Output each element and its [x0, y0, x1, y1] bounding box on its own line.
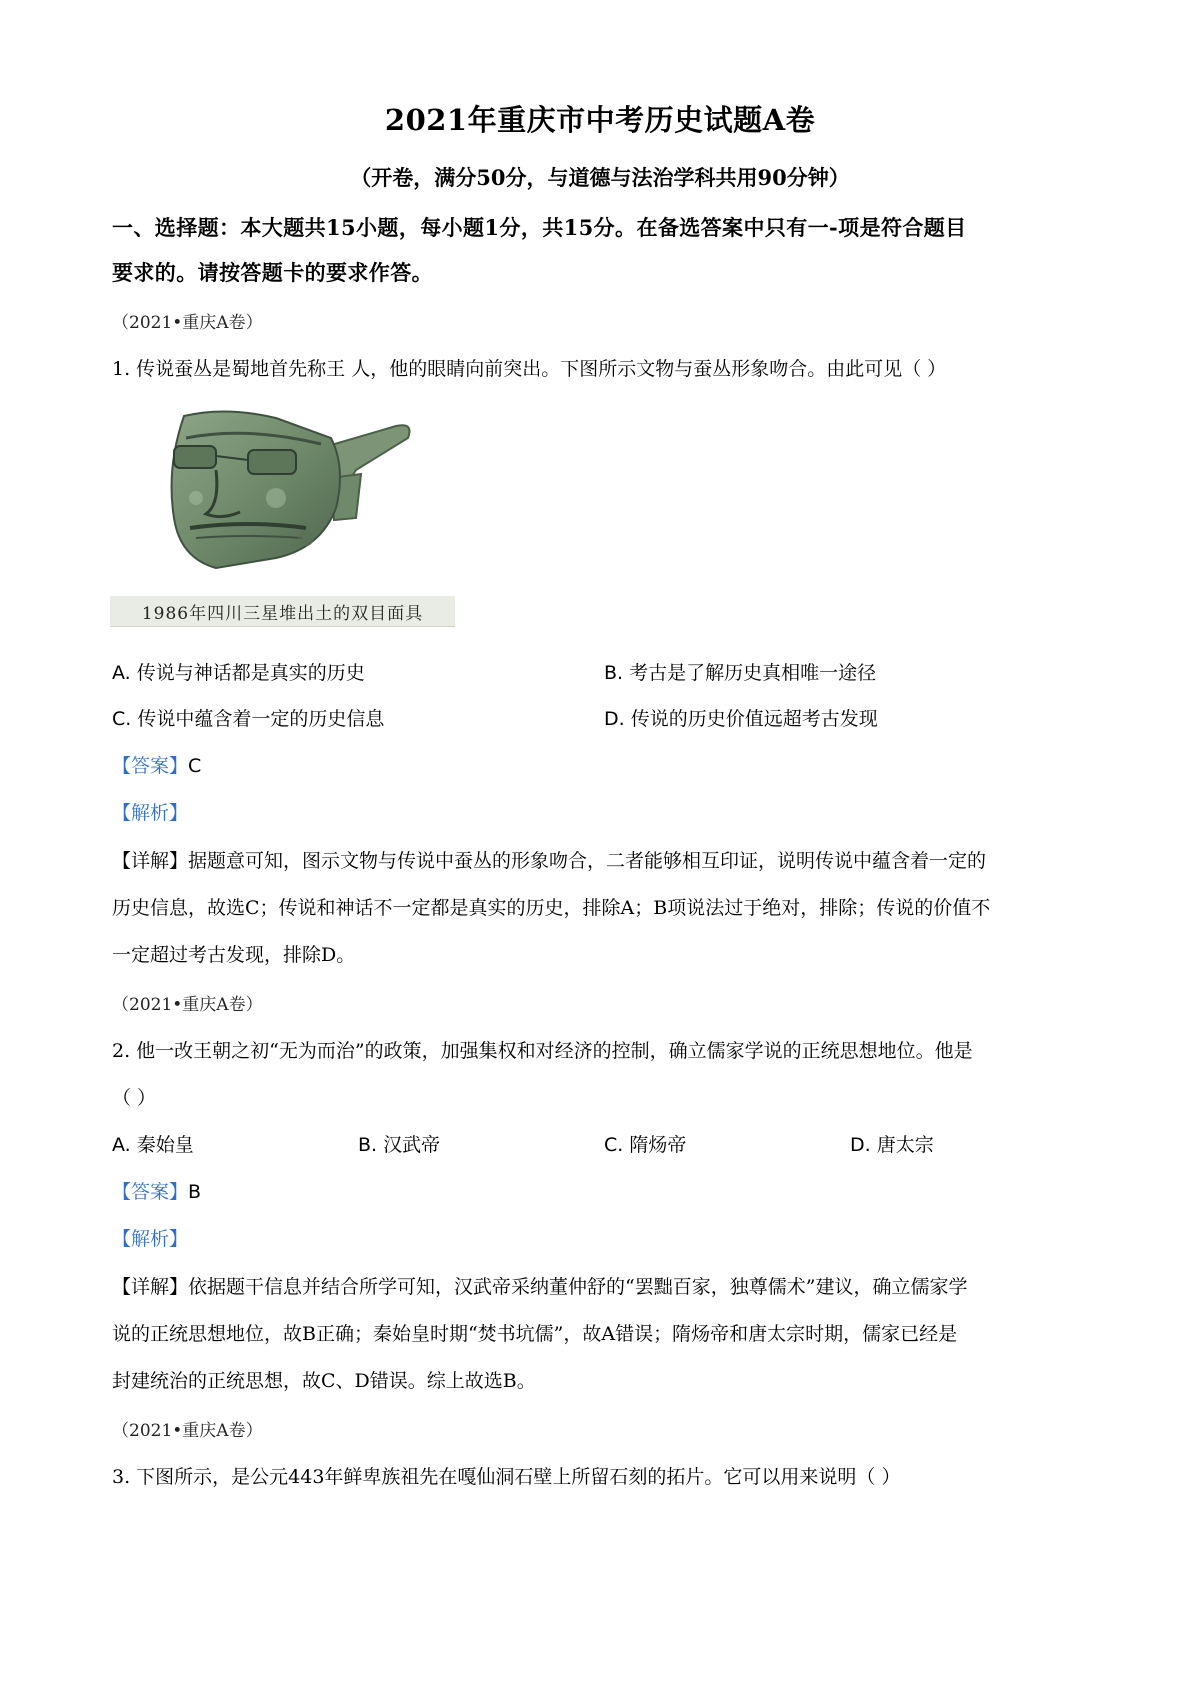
bronze-mask-illustration: [156, 408, 418, 574]
q2-source: （2021•重庆A卷）: [112, 995, 263, 1015]
q2-stem-line2: （ ）: [112, 1087, 157, 1109]
q1-detail-line1: [112, 846, 986, 873]
q1-option-b: B. 考古是了解历史真相唯一途径: [604, 662, 877, 684]
q1-source: （2021•重庆A卷）: [112, 313, 263, 333]
q2-option-c: C. 隋炀帝: [604, 1134, 687, 1156]
q2-analysis-tag: 【解析】: [112, 1228, 189, 1250]
q2-option-a: A. 秦始皇: [112, 1134, 194, 1156]
image-caption: 1986年四川三星堆出土的双目面具: [110, 596, 455, 627]
answer-tag: 【答案】: [112, 1181, 189, 1203]
q3-source: （2021•重庆A卷）: [112, 1421, 263, 1441]
q1-option-d: D. 传说的历史价值远超考古发现: [604, 708, 878, 730]
q1-detail-line3: 一定超过考古发现，排除D。: [112, 944, 356, 966]
q2-option-d: D. 唐太宗: [850, 1134, 934, 1156]
page-title: 2021年重庆市中考历史试题A卷: [384, 103, 816, 137]
q2-detail-line3: 封建统治的正统思想，故C、D错误。综上故选B。: [112, 1370, 536, 1392]
answer-value: B: [188, 1181, 202, 1203]
q2-detail-line1: [112, 1272, 967, 1299]
detail-tag: 【详解】: [112, 850, 189, 872]
detail-text: 据题意可知，图示文物与传说中蚕丛的形象吻合，二者能够相互印证，说明传说中蕴含着一定的: [188, 850, 987, 872]
section-heading-line1: 一、选择题：本大题共15小题，每小题1分，共15分。在备选答案中只有一-项是符合题目: [112, 215, 967, 240]
q2-stem-line1: 2. 他一改王朝之初“无为而治”的政策，加强集权和对经济的控制，确立儒家学说的正统思想地位。他是: [112, 1040, 973, 1062]
q2-detail-line2: 说的正统思想地位，故B正确；秦始皇时期“焚书坑儒”，故A错误；隋炀帝和唐太宗时期，儒家已经是: [112, 1323, 958, 1345]
q1-option-a: A. 传说与神话都是真实的历史: [112, 662, 365, 684]
answer-value: C: [188, 755, 202, 777]
q1-answer-line: [112, 751, 201, 778]
q3-stem: 3. 下图所示，是公元443年鲜卑族祖先在嘎仙洞石壁上所留石刻的拓片。它可以用来说明（ ）: [112, 1466, 901, 1488]
section-heading-line2: 要求的。请按答题卡的要求作答。: [112, 260, 433, 285]
q1-analysis-tag: 【解析】: [112, 802, 189, 824]
answer-tag: 【答案】: [112, 755, 189, 777]
q1-option-c: C. 传说中蕴含着一定的历史信息: [112, 708, 385, 730]
page-subtitle: （开卷，满分50分，与道德与法治学科共用90分钟）: [350, 165, 850, 190]
q2-answer-line: [112, 1177, 201, 1204]
q1-stem: 1. 传说蚕丛是蜀地首先称王 人，他的眼睛向前突出。下图所示文物与蚕丛形象吻合。由此可见（ ）: [112, 358, 947, 380]
detail-tag: 【详解】: [112, 1276, 189, 1298]
q1-detail-line2: 历史信息，故选C；传说和神话不一定都是真实的历史，排除A；B项说法过于绝对，排除；传说的价值不: [112, 897, 991, 919]
q2-option-b: B. 汉武帝: [358, 1134, 441, 1156]
detail-text: 依据题干信息并结合所学可知，汉武帝采纳董仲舒的“罢黜百家，独尊儒术”建议，确立儒家学: [188, 1276, 968, 1298]
bronze-mask-image: [156, 408, 418, 574]
